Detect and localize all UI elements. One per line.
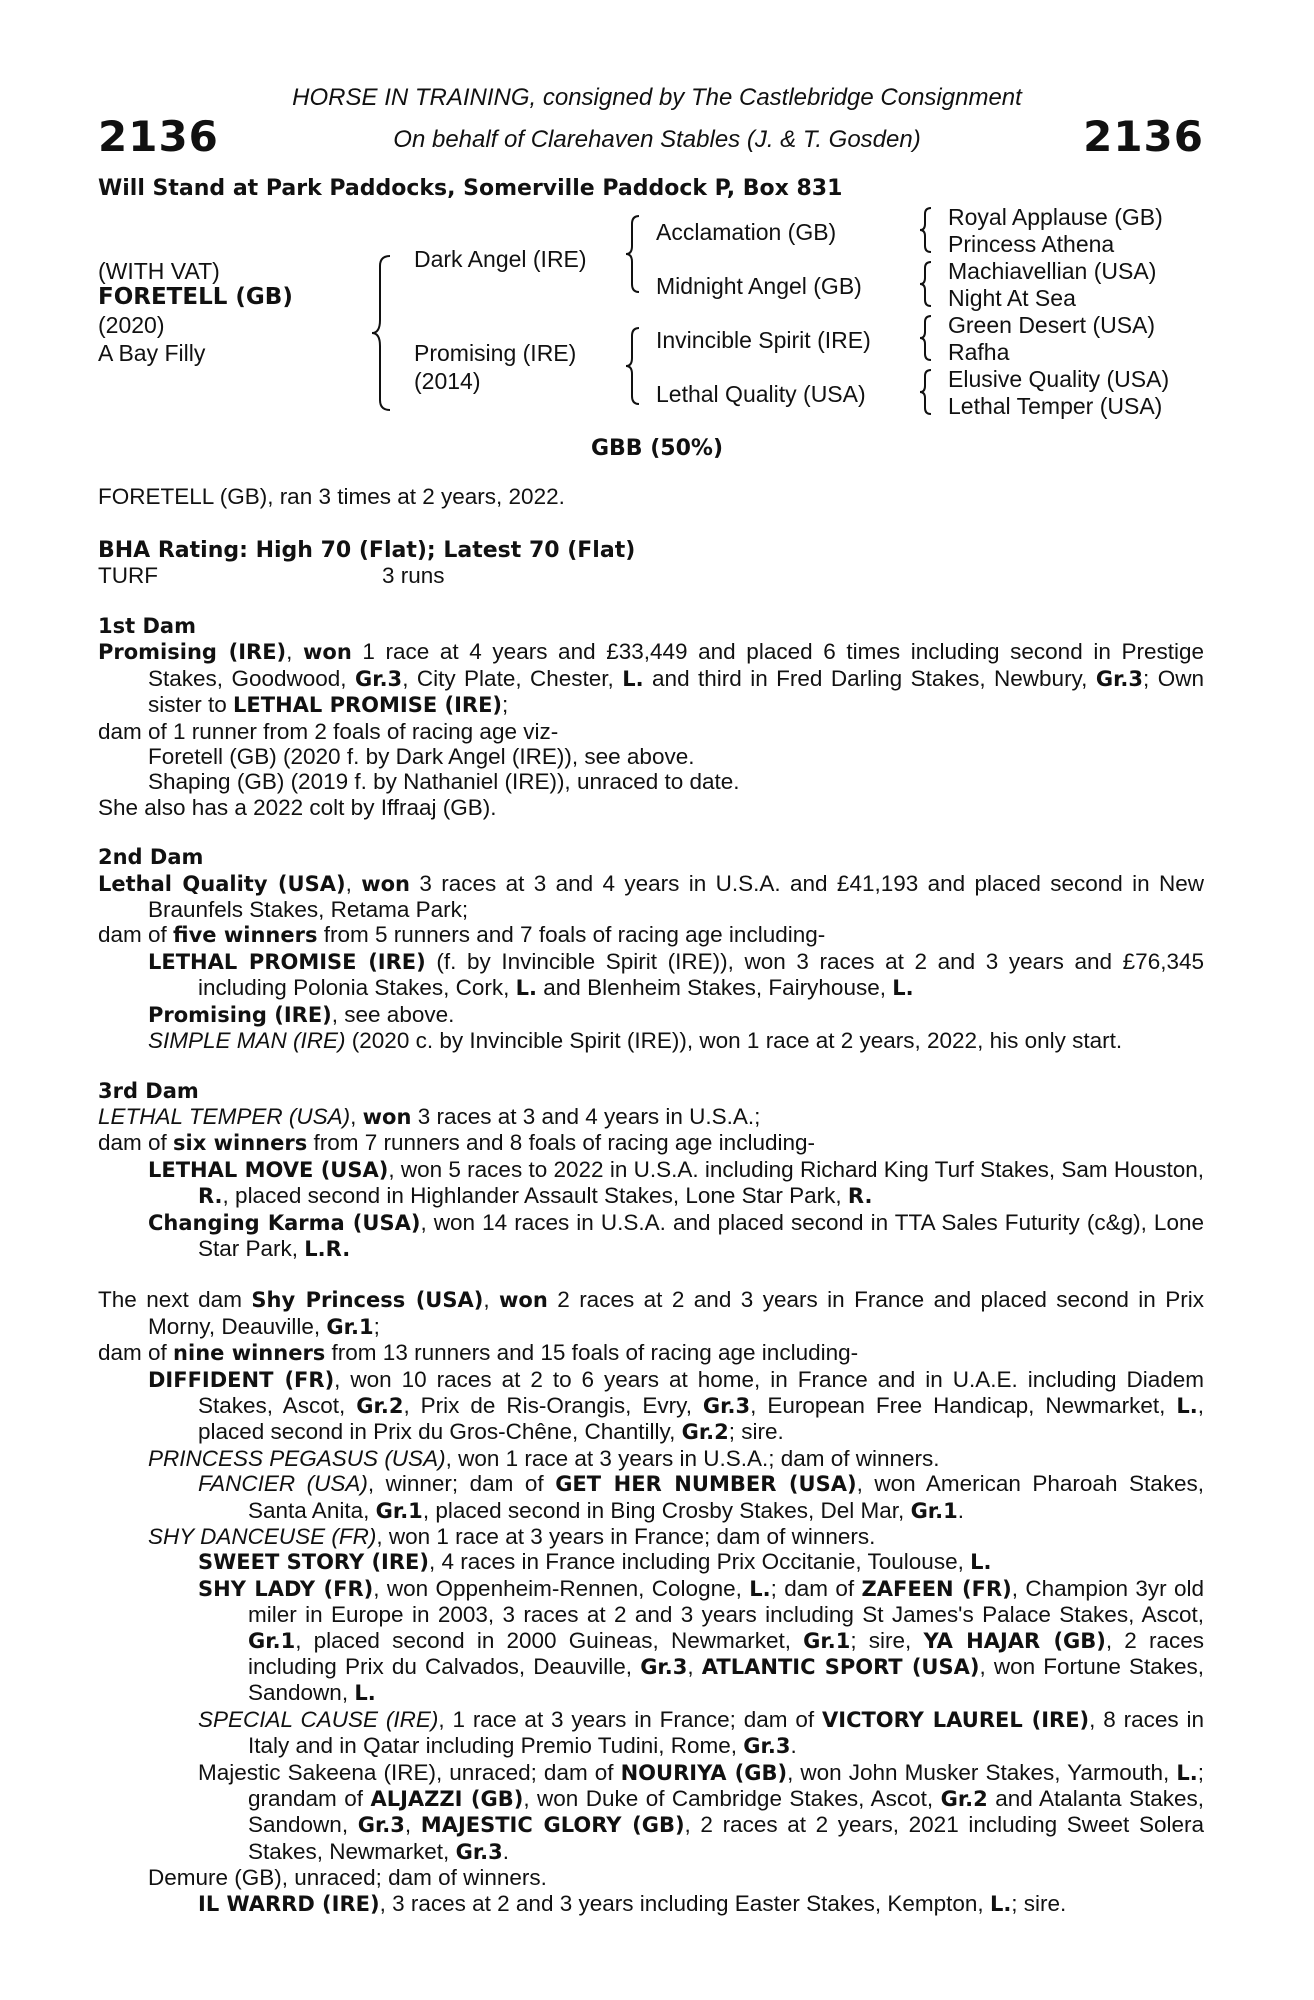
pedigree-brace-dd [918, 368, 934, 416]
grade: L. [515, 976, 538, 1001]
grade: L. [1176, 1760, 1198, 1785]
first-dam-paragraph: Promising (IRE), won 1 race at 4 years and £33,449 and placed 6 times including second in Prestige Stakes, Goodwood, Gr.3, City Plate, Chester, L. and third in Fred Darling Stakes, Newbury, Gr.3; Own sister to LETHAL PROMISE (IRE); [98, 639, 1204, 718]
won-label: won [361, 871, 410, 896]
won-label: won [499, 1288, 548, 1313]
text: ; sire. [1011, 1890, 1067, 1916]
text: , won John Musker Stakes, Yarmouth, [787, 1759, 1177, 1785]
next-dam-name: Shy Princess (USA) [251, 1288, 484, 1313]
horse-name: SHY LADY (FR) [198, 1576, 374, 1601]
grade: L. [749, 1576, 771, 1601]
horse-name: FORETELL (GB) [98, 284, 293, 310]
text: , won 5 races to 2022 in U.S.A. including Richard King Turf Stakes, Sam Houston, [388, 1156, 1204, 1182]
text: , [404, 1812, 421, 1838]
dam-sire: Invincible Spirit (IRE) [656, 327, 871, 353]
dam-dam: Lethal Quality (USA) [656, 381, 866, 407]
sire-sire: Acclamation (GB) [656, 219, 837, 245]
horse-description: A Bay Filly [98, 340, 206, 366]
horse-name: ZAFEEN (FR) [861, 1576, 1012, 1601]
text: , [350, 1103, 363, 1129]
text: , see above. [331, 1001, 455, 1027]
text: , won 1 race at 3 years in U.S.A.; dam of winners. [445, 1445, 940, 1471]
next-dam-produce [98, 1340, 1204, 1366]
text: . [502, 1838, 510, 1864]
second-dam-paragraph: Lethal Quality (USA), won 3 races at 3 and 4 years in U.S.A. and £41,193 and placed second in New Braunfels Stakes, Retama Park; [98, 870, 1204, 923]
text: dam of [98, 1130, 174, 1156]
text: , won American Pharoah Stakes, Santa Anita, [248, 1471, 1204, 1523]
horse-name: SPECIAL CAUSE (IRE) [198, 1706, 439, 1732]
catalogue-body [98, 614, 1204, 1917]
grade: Gr.3 [702, 1393, 751, 1418]
text: , 2 races including Prix du Calvados, Deauville, [248, 1627, 1205, 1680]
grade: Gr.1 [803, 1628, 851, 1653]
text: , won 10 races at 2 to 6 years at home, in France and in U.A.E. including Diadem Stakes, Ascot, [198, 1366, 1205, 1418]
text: (f. by Invincible Spirit (IRE)), won 3 races at 2 and 3 years and £76,345 including Polonia Stakes, Cork, [198, 948, 1204, 1001]
text: , placed second in Bing Crosby Stakes, Del Mar, [422, 1497, 911, 1523]
text: ; [373, 1313, 380, 1339]
stand-location: Will Stand at Park Paddocks, Somerville Paddock P, Box 831 [98, 176, 843, 201]
horse-name: SWEET STORY (IRE) [198, 1550, 429, 1575]
text: 1 race at 4 years and £33,449 and placed 6 times including second in Prestige Stakes, Goodwood, [148, 639, 1204, 691]
lot-number-left: 2136 [98, 112, 219, 161]
winners-count: six winners [173, 1131, 308, 1156]
pedigree-ssd: Princess Athena [948, 231, 1115, 257]
next-dam-paragraph [98, 1287, 1204, 1340]
second-dam-heading: 2nd Dam [98, 845, 204, 870]
also-has: She also has a 2022 colt by Iffraaj (GB). [98, 794, 497, 820]
horse-name: Changing Karma (USA) [148, 1210, 421, 1235]
text: ; dam of [770, 1575, 862, 1601]
horse-name: GET HER NUMBER (USA) [555, 1472, 857, 1497]
grade: Gr.3 [1095, 666, 1144, 691]
grade: Gr.1 [326, 1314, 374, 1339]
horse-name: SIMPLE MAN (IRE) [148, 1028, 346, 1054]
produce-fancier [98, 1471, 1204, 1524]
text: 3 races at 3 and 4 years in U.S.A.; [411, 1103, 761, 1129]
third-dam-name: LETHAL TEMPER (USA) [98, 1103, 351, 1129]
produce-shaping: Shaping (GB) (2019 f. by Nathaniel (IRE)), unraced to date. [148, 769, 740, 795]
text: Majestic Sakeena (IRE), unraced; dam of [198, 1759, 621, 1785]
grade: L. [622, 666, 644, 691]
horse-name: FANCIER (USA) [198, 1471, 368, 1497]
grade: Gr.1 [375, 1498, 423, 1523]
won-label: won [303, 640, 352, 665]
grade: Gr.2 [940, 1787, 988, 1812]
text: , won Duke of Cambridge Stakes, Ascot, [523, 1786, 941, 1812]
text: , 2 races at 2 years, 2021 including Sweet Solera Stakes, Newmarket, [248, 1812, 1204, 1864]
horse-name: ALJAZZI (GB) [370, 1787, 524, 1812]
pedigree-brace-main [370, 254, 394, 412]
text: , European Free Handicap, Newmarket, [750, 1392, 1177, 1418]
text: . [790, 1733, 797, 1759]
pedigree-sdd: Night At Sea [948, 285, 1076, 311]
grade: Gr.1 [248, 1628, 296, 1653]
text: , won 14 races in U.S.A. and placed second in TTA Sales Futurity (c&g), Lone Star Park, [198, 1209, 1204, 1261]
grade: Gr.2 [356, 1393, 404, 1418]
grade: Gr.2 [681, 1420, 729, 1445]
text: , 1 race at 3 years in France; dam of [438, 1706, 822, 1732]
vat-label: (WITH VAT) [98, 258, 220, 284]
gbb-percentage: GBB (50%) [590, 436, 724, 461]
surface-runs: 3 runs [382, 563, 445, 588]
grade: Gr.1 [910, 1498, 958, 1523]
race-record: FORETELL (GB), ran 3 times at 2 years, 2022. [98, 484, 565, 509]
text: dam of [98, 922, 174, 948]
grade: R. [847, 1184, 873, 1209]
produce-princess-pegasus [98, 1446, 1204, 1471]
text: from 7 runners and 8 foals of racing age including- [307, 1130, 815, 1156]
text: , City Plate, Chester, [402, 665, 623, 691]
horse-name: MAJESTIC GLORY (GB) [420, 1813, 685, 1838]
produce-sweet-story [98, 1549, 1204, 1575]
produce-lethal-promise [98, 949, 1204, 1002]
text: and third in Fred Darling Stakes, Newbury, [643, 665, 1096, 691]
text: and Blenheim Stakes, Fairyhouse, [537, 975, 893, 1001]
grade: L.R. [304, 1236, 351, 1261]
second-dam-name: Lethal Quality (USA) [98, 871, 346, 896]
text: from 13 runners and 15 foals of racing age including- [325, 1340, 859, 1366]
produce-changing-karma [98, 1210, 1204, 1263]
text: ; sire. [728, 1419, 784, 1445]
horse-name: LETHAL PROMISE (IRE) [148, 949, 426, 974]
pedigree-dsd: Rafha [948, 339, 1010, 365]
sister-name: LETHAL PROMISE (IRE) [233, 693, 503, 718]
bha-rating: BHA Rating: High 70 (Flat); Latest 70 (Flat) [98, 538, 636, 563]
horse-name: PRINCESS PEGASUS (USA) [148, 1445, 446, 1471]
grade: L. [892, 976, 914, 1001]
surface-label: TURF [98, 563, 158, 588]
on-behalf-line: On behalf of Clarehaven Stables (J. & T. Gosden) [393, 126, 921, 153]
horse-year: (2020) [98, 312, 165, 338]
text: The next dam [98, 1287, 252, 1313]
text: , 3 races at 2 and 3 years including Easter Stakes, Kempton, [379, 1890, 990, 1916]
pedigree-sss: Royal Applause (GB) [948, 204, 1163, 230]
first-dam-name: Promising (IRE) [98, 640, 287, 665]
text: dam of [98, 1340, 174, 1366]
text: , Champion 3yr old miler in Europe in 2003, 3 races at 2 and 3 years including St James's Palace Stakes, Ascot, [248, 1575, 1205, 1628]
text: ; grandam of [248, 1759, 1204, 1812]
produce-demure: Demure (GB), unraced; dam of winners. [148, 1865, 547, 1891]
text: ; Own sister to [148, 665, 1204, 718]
dam-year: (2014) [414, 368, 481, 394]
grade: L. [354, 1681, 376, 1706]
text: , placed second in Prix du Gros-Chêne, Chantilly, [198, 1392, 1204, 1445]
text: , [687, 1654, 702, 1680]
produce-promising [98, 1002, 1204, 1028]
text: and Atalanta Stakes, Sandown, [248, 1786, 1204, 1838]
horse-name: LETHAL MOVE (USA) [148, 1157, 389, 1182]
produce-lethal-move [98, 1157, 1204, 1210]
text: , won Fortune Stakes, Sandown, [248, 1654, 1205, 1706]
text: 3 races at 3 and 4 years in U.S.A. and £41,193 and placed second in New Braunfels Stakes, Retama Park; [148, 870, 1204, 923]
text: , winner; dam of [367, 1471, 556, 1497]
horse-name: VICTORY LAUREL (IRE) [822, 1707, 1090, 1732]
pedigree-dds: Elusive Quality (USA) [948, 366, 1170, 392]
text: , placed second in 2000 Guineas, Newmarket, [295, 1627, 804, 1653]
produce-foretell: Foretell (GB) (2020 f. by Dark Angel (IRE)), see above. [148, 744, 695, 770]
text: , 8 races in Italy and in Qatar including Premio Tudini, Rome, [248, 1706, 1205, 1759]
won-label: won [362, 1104, 412, 1129]
sire-dam: Midnight Angel (GB) [656, 273, 862, 299]
text: , won 1 race at 3 years in France; dam of winners. [376, 1524, 876, 1549]
grade: Gr.3 [743, 1734, 791, 1759]
grade: L. [989, 1891, 1012, 1916]
pedigree-sds: Machiavellian (USA) [948, 258, 1157, 284]
lot-number-right: 2136 [1083, 112, 1204, 161]
pedigree-ddd: Lethal Temper (USA) [948, 393, 1163, 419]
grade: R. [198, 1184, 223, 1209]
grade: Gr.3 [357, 1813, 405, 1838]
horse-name: Promising (IRE) [148, 1002, 332, 1027]
produce-shy-lady [98, 1576, 1204, 1707]
grade: Gr.3 [640, 1655, 688, 1680]
winners-count: five winners [173, 923, 318, 948]
text: 2 races at 2 and 3 years in France and placed second in Prix Morny, Deauville, [148, 1287, 1204, 1339]
produce-il-warrd [98, 1891, 1204, 1917]
horse-name: DIFFIDENT (FR) [148, 1367, 335, 1392]
text: (2020 c. by Invincible Spirit (IRE)), won 1 race at 2 years, 2022, his only start. [345, 1028, 1123, 1054]
grade: L. [970, 1550, 992, 1575]
text: , [483, 1287, 500, 1313]
pedigree-brace-dam [624, 326, 642, 406]
horse-name: NOURIYA (GB) [620, 1760, 788, 1785]
produce-special-cause [98, 1707, 1204, 1760]
text: , won Oppenheim-Rennen, Cologne, [373, 1575, 750, 1601]
grade: Gr.3 [354, 666, 403, 691]
text: . [957, 1497, 965, 1523]
first-dam-heading: 1st Dam [98, 614, 196, 638]
text: from 5 runners and 7 foals of racing age including- [317, 922, 826, 948]
horse-name: IL WARRD (IRE) [198, 1891, 380, 1916]
text: ; sire, [850, 1627, 924, 1653]
sire-name: Dark Angel (IRE) [414, 246, 587, 272]
horse-name: ATLANTIC SPORT (USA) [701, 1655, 980, 1680]
consignor-line: HORSE IN TRAINING, consigned by The Castlebridge Consignment [292, 84, 1022, 111]
pedigree-brace-sire [624, 214, 642, 294]
produce-shy-danceuse [98, 1524, 1204, 1549]
text: , 4 races in France including Prix Occitanie, Toulouse, [428, 1549, 971, 1575]
pedigree-brace-ds [918, 314, 934, 362]
horse-name: SHY DANCEUSE (FR) [148, 1524, 377, 1549]
pedigree-brace-ss [918, 206, 934, 254]
third-dam-heading: 3rd Dam [98, 1078, 199, 1103]
third-dam-paragraph [98, 1104, 1204, 1130]
produce-majestic-sakeena [98, 1760, 1204, 1866]
text: , Prix de Ris-Orangis, Evry, [403, 1392, 703, 1418]
winners-count: nine winners [173, 1341, 326, 1366]
pedigree-dss: Green Desert (USA) [948, 312, 1156, 338]
first-dam-produce: dam of 1 runner from 2 foals of racing age viz- [98, 718, 559, 744]
produce-simple-man [98, 1028, 1204, 1053]
horse-name: YA HAJAR (GB) [923, 1628, 1106, 1653]
grade: Gr.3 [455, 1839, 503, 1864]
second-dam-produce [98, 922, 1204, 948]
dam-name: Promising (IRE) [414, 340, 577, 366]
third-dam-produce [98, 1130, 1204, 1156]
produce-diffident [98, 1367, 1204, 1446]
text: ; [502, 692, 509, 718]
text: , placed second in Highlander Assault Stakes, Lone Star Park, [222, 1183, 848, 1209]
grade: L. [1176, 1393, 1198, 1418]
pedigree-brace-sd [918, 260, 934, 308]
